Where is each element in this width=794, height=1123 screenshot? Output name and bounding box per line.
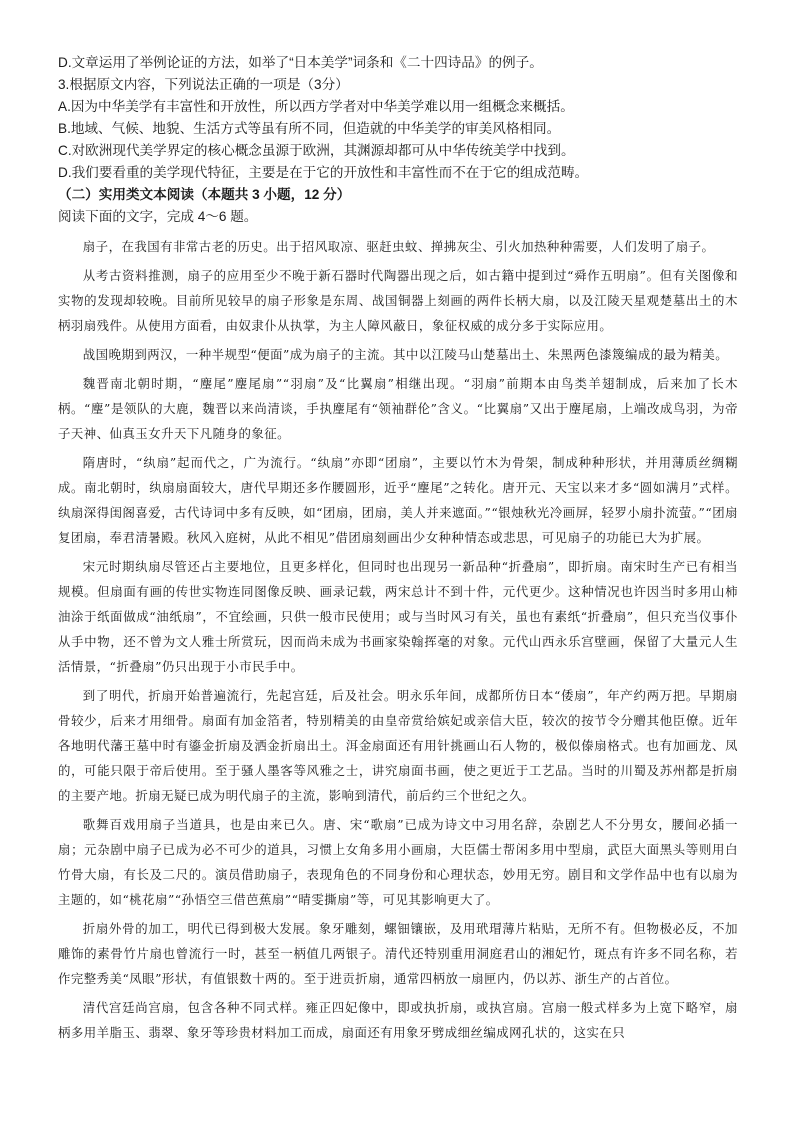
document-page [58, 52, 738, 1049]
question-3-option-d: D.我们要看重的美学现代特征，主要是在于它的开放性和丰富性而不在于它的组成范畴。 [58, 165, 589, 180]
paragraph-10: 清代宫廷尚宫扇，包含各种不同式样。雍正四妃像中，即或执折扇，或执宫扇。宫扇一般式样多为上宽下略窄，扇柄多用羊脂玉、翡翠、象牙等珍贵材料加工而成，扇面还有用象牙劈成细丝编成网孔状的，这实在只 [58, 1000, 738, 1040]
option-2-d: D.文章运用了举例论证的方法，如举了“日本美学”词条和《二十四诗品》的例子。 [58, 55, 543, 70]
paragraph-9: 折扇外骨的加工，明代已得到极大发展。象牙雕刻，螺钿镶嵌，及用玳瑁薄片粘贴，无所不有。但物极必反，不加雕饰的素骨竹片扇也曾流行一时，甚至一柄值几两银子。清代还特别重用洞庭君山的湘妃竹，斑点有许多不同名称，若作完整秀美“凤眼”形状，有值银数十两的。至于进贡折扇，通常四柄放一扇匣内，仍以苏、浙生产的占首位。 [58, 921, 738, 986]
paragraph-5: 隋唐时，“纨扇”起而代之，广为流行。“纨扇”亦即“团扇”，主要以竹木为骨架，制成种种形状，并用薄质丝绸糊成。南北朝时，纨扇扇面较大，唐代早期还多作腰圆形，近乎“麈尾”之转化。唐开元、天宝以来才多“圆如满月”式样。纨扇深得闺阁喜爱，古代诗词中多有反映，如“团扇，团扇，美人并来遮面。”“银烛秋光冷画屏，轻罗小扇扑流萤。”“团扇复团扇，奉君清暑殿。秋风入庭树，从此不相见”借团扇刻画出少女种种情态或悲思，可见扇子的功能已大为扩展。 [58, 455, 738, 545]
paragraph-2: 从考古资料推测，扇子的应用至少不晚于新石器时代陶器出现之后，如古籍中提到过“舜作五明扇”。但有关图像和实物的发现却较晚。目前所见较早的扇子形象是东周、战国铜器上刻画的两件长柄大扇，以及江陵天星观楚墓出土的木柄羽扇残件。从使用方面看，由奴隶仆从执掌，为主人障风蔽日，象征权威的成分多于实际应用。 [58, 268, 738, 333]
question-3-option-a: A.因为中华美学有丰富性和开放性，所以西方学者对中华美学难以用一组概念来概括。 [58, 99, 574, 114]
question-3-stem: 3.根据原文内容，下列说法正确的一项是（3分） [58, 77, 349, 92]
paragraph-1: 扇子，在我国有非常古老的历史。出于招风取凉、驱赶虫蚊、掸拂灰尘、引火加热种种需要，人们发明了扇子。 [82, 239, 715, 254]
question-3-option-b: B.地域、气候、地貌、生活方式等虽有所不同，但造就的中华美学的审美风格相同。 [58, 121, 561, 136]
paragraph-7: 到了明代，折扇开始普遍流行，先起宫廷，后及社会。明永乐年间，成都所仿日本“倭扇”，年产约两万把。早期扇骨较少，后来才用细骨。扇面有加金箔者，特别精美的由皇帝赏给嫔妃或亲信大臣，较次的按节令分赠其他臣僚。近年各地明代藩王墓中时有鎏金折扇及洒金折扇出土。洱金扇面还有用针挑画山石人物的，极似傣扇格式。也有加画龙、凤的，可能只限于帝后使用。至于骚人墨客等风雅之士，讲究扇面书画，使之更近于工艺品。当时的川蜀及苏州都是折扇的主要产地。折扇无疑已成为明代扇子的主流，影响到清代，前后约三个世纪之久。 [58, 688, 738, 803]
section-title: （二）实用类文本阅读（本题共 3 小题，12 分） [58, 187, 351, 202]
paragraph-3: 战国晚期到两汉，一种半规型“便面”成为扇子的主流。其中以江陵马山楚墓出土、朱黑两色漆篾编成的最为精美。 [82, 347, 729, 362]
paragraph-6: 宋元时期纨扇尽管还占主要地位，且更多样化，但同时也出现另一新品种“折叠扇”，即折扇。南宋时生产已有相当规模。但扇面有画的传世实物连同图像反映、画录记载，两宋总计不到十件，元代更少。这种情况也许因当时多用山柿油涂于纸面做成“油纸扇”，不宜绘画，只供一般市民使用；或与当时风习有关，虽也有素纸“折叠扇”，但只充当仪事仆从手中物，还不曾为文人雅士所赏玩，因而尚未成为书画家染翰挥毫的对象。元代山西永乐宫壁画，保留了大量元人生活情景，“折叠扇”仍只出现于小市民手中。 [58, 559, 738, 674]
paragraph-8: 歌舞百戏用扇子当道具，也是由来已久。唐、宋“歌扇”已成为诗文中习用名辞，杂剧艺人不分男女，腰间必插一扇；元杂剧中扇子已成为必不可少的道具，习惯上女角多用小画扇，大臣儒士帮闲多用中型扇，武臣大面黑头等则用白竹骨大扇，有长及二尺的。演员借助扇子，表现角色的不同身份和心理状态，妙用无穷。剧目和文学作品中也有以扇为主题的，如“桃花扇”“孙悟空三借芭蕉扇”“晴雯撕扇”等，可见其影响更大了。 [58, 817, 738, 907]
question-3-option-c: C.对欧洲现代美学界定的核心概念虽源于欧洲，其渊源却都可从中华传统美学中找到。 [58, 143, 575, 158]
reading-instruction: 阅读下面的文字，完成 4～6 题。 [58, 209, 258, 224]
paragraph-4: 魏晋南北朝时期，“麈尾”麈尾扇”“羽扇”及“比翼扇”相继出现。“羽扇”前期本由鸟类羊翅制成，后来加了长木柄。“麈”是领队的大鹿，魏晋以来尚清谈，手执麈尾有“领袖群伦”含义。“比翼扇”又出于麈尾扇，上端改成鸟羽，为帝子天神、仙真玉女升天下凡随身的象征。 [58, 376, 738, 441]
